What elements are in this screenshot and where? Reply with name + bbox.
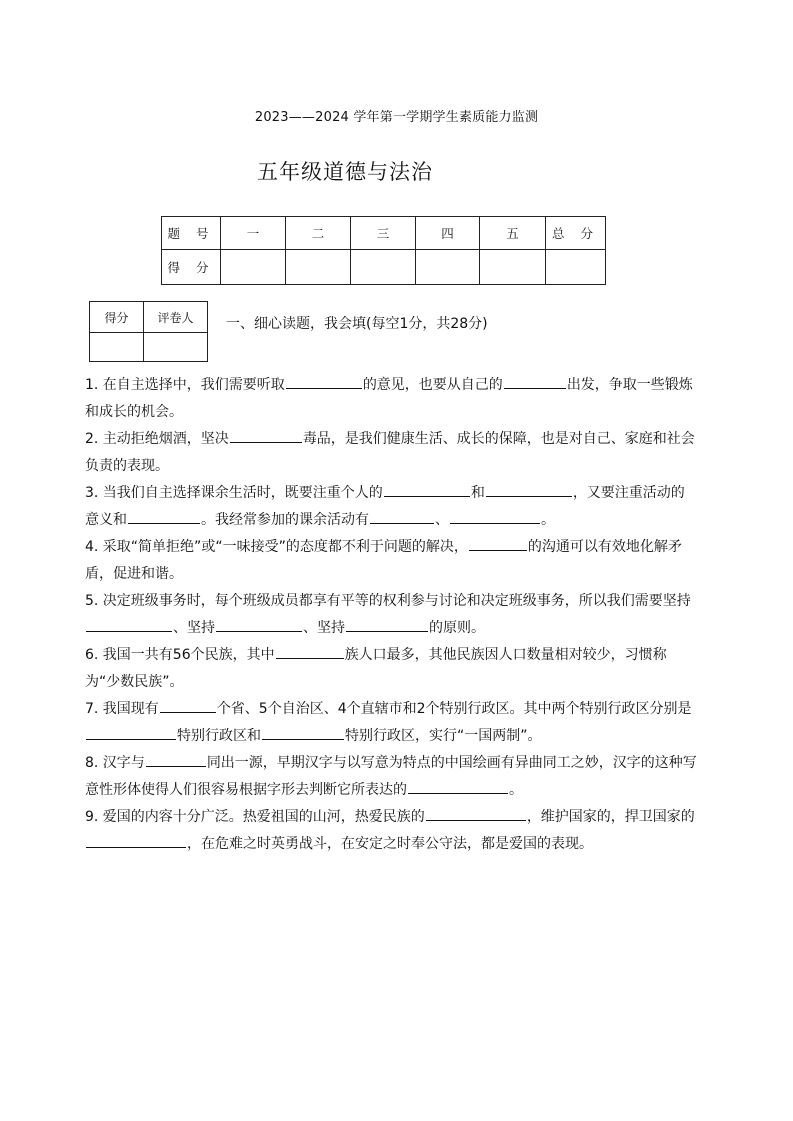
answer-blank[interactable] <box>86 723 176 740</box>
question-text: 、 <box>435 512 449 528</box>
answer-blank[interactable] <box>128 507 200 524</box>
score-cell[interactable] <box>480 250 546 285</box>
question-text: 、坚持 <box>173 620 215 636</box>
question-text: 。 <box>509 782 523 798</box>
question-4 <box>85 534 697 588</box>
question-text: 。 <box>541 512 555 528</box>
answer-blank[interactable] <box>146 750 206 767</box>
answer-blank[interactable] <box>276 642 344 659</box>
answer-blank[interactable] <box>408 777 508 794</box>
question-text: 2. 主动拒绝烟酒，坚决 <box>85 431 229 447</box>
question-text: ，维护国家的，捍卫国家的 <box>526 809 695 825</box>
score-header-cell: 四 <box>416 217 480 250</box>
answer-blank[interactable] <box>230 426 302 443</box>
score-header-cell: 一 <box>221 217 286 250</box>
question-text: 、坚持 <box>303 620 345 636</box>
grader-table <box>89 301 208 362</box>
score-header-cell: 五 <box>480 217 546 250</box>
question-text: 出发，争取一些锻炼和成长的机会。 <box>85 377 693 420</box>
question-text: 6. 我国一共有56个民族，其中 <box>85 647 275 663</box>
grader-score-label: 得分 <box>90 302 144 333</box>
score-table-score-row <box>162 250 606 285</box>
answer-blank[interactable] <box>486 480 572 497</box>
score-table-header-row <box>162 217 606 250</box>
question-text: 的原则。 <box>429 620 485 636</box>
answer-blank[interactable] <box>370 507 434 524</box>
question-text: 1. 在自主选择中，我们需要听取 <box>85 377 285 393</box>
question-text: 的沟通可以有效地化解矛盾，促进和谐。 <box>85 539 682 582</box>
question-list <box>85 372 697 858</box>
question-text: 8. 汉字与 <box>85 755 145 771</box>
score-cell[interactable] <box>351 250 416 285</box>
question-text: 特别行政区和 <box>177 728 261 744</box>
answer-blank[interactable] <box>262 723 344 740</box>
question-8 <box>85 750 697 804</box>
exam-title: 五年级道德与法治 <box>257 160 433 184</box>
question-6 <box>85 642 697 696</box>
question-text: 同出一源，早期汉字与以写意为特点的中国绘画有异曲同工之妙，汉字的这种写意性形体使得人们很容易根据字形去判断它所表达的 <box>85 755 697 798</box>
answer-blank[interactable] <box>346 615 428 632</box>
answer-blank[interactable] <box>469 534 527 551</box>
answer-blank[interactable] <box>86 615 172 632</box>
grader-score-cell[interactable] <box>90 333 144 362</box>
score-header-cell: 二 <box>286 217 351 250</box>
question-text: ，又要注重活动的意义和 <box>85 485 685 528</box>
question-text: 个省、5个自治区、4个直辖市和2个特别行政区。其中两个特别行政区分别是 <box>216 701 692 717</box>
question-text: 7. 我国现有 <box>85 701 159 717</box>
answer-blank[interactable] <box>160 696 216 713</box>
question-9 <box>85 804 697 858</box>
question-text: 毒品，是我们健康生活、成长的保障，也是对自己、家庭和社会负责的表现。 <box>85 431 695 474</box>
answer-blank[interactable] <box>384 480 470 497</box>
question-text: 族人口最多，其他民族因人口数量相对较少，习惯称为“少数民族”。 <box>85 647 667 690</box>
score-header-cell: 总 分 <box>546 217 606 250</box>
score-header-cell: 题 号 <box>162 217 221 250</box>
answer-blank[interactable] <box>216 615 302 632</box>
answer-blank[interactable] <box>286 372 362 389</box>
answer-blank[interactable] <box>504 372 566 389</box>
question-text: ，在危难之时英勇战斗，在安定之时奉公守法，都是爱国的表现。 <box>187 836 593 852</box>
grader-name-cell[interactable] <box>144 333 208 362</box>
question-text: 4. 采取“简单拒绝”或“一味接受”的态度都不利于问题的解决， <box>85 539 468 555</box>
question-5 <box>85 588 697 642</box>
question-text: 5. 决定班级事务时，每个班级成员都享有平等的权利参与讨论和决定班级事务，所以我们需要坚持 <box>85 593 691 609</box>
grader-name-label: 评卷人 <box>144 302 208 333</box>
question-text: 。我经常参加的课余活动有 <box>201 512 369 528</box>
question-text: 的意见，也要从自己的 <box>362 377 503 393</box>
score-row-label: 得 分 <box>162 250 221 285</box>
score-cell[interactable] <box>221 250 286 285</box>
score-cell[interactable] <box>546 250 606 285</box>
score-cell[interactable] <box>286 250 351 285</box>
score-cell[interactable] <box>416 250 480 285</box>
score-table <box>161 216 606 285</box>
question-text: 3. 当我们自主选择课余生活时，既要注重个人的 <box>85 485 383 501</box>
exam-subtitle: 2023——2024 学年第一学期学生素质能力监测 <box>254 110 539 125</box>
answer-blank[interactable] <box>86 831 186 848</box>
question-text: 特别行政区，实行“一国两制”。 <box>345 728 542 744</box>
question-text: 和 <box>470 485 485 501</box>
question-3 <box>85 480 697 534</box>
answer-blank[interactable] <box>450 507 540 524</box>
question-text: 9. 爱国的内容十分广泛。热爱祖国的山河，热爱民族的 <box>85 809 425 825</box>
section-heading: 一、细心读题，我会填(每空1分，共28分) <box>226 316 488 332</box>
question-1 <box>85 372 697 426</box>
answer-blank[interactable] <box>426 804 526 821</box>
question-7 <box>85 696 697 750</box>
score-header-cell: 三 <box>351 217 416 250</box>
question-2 <box>85 426 697 480</box>
